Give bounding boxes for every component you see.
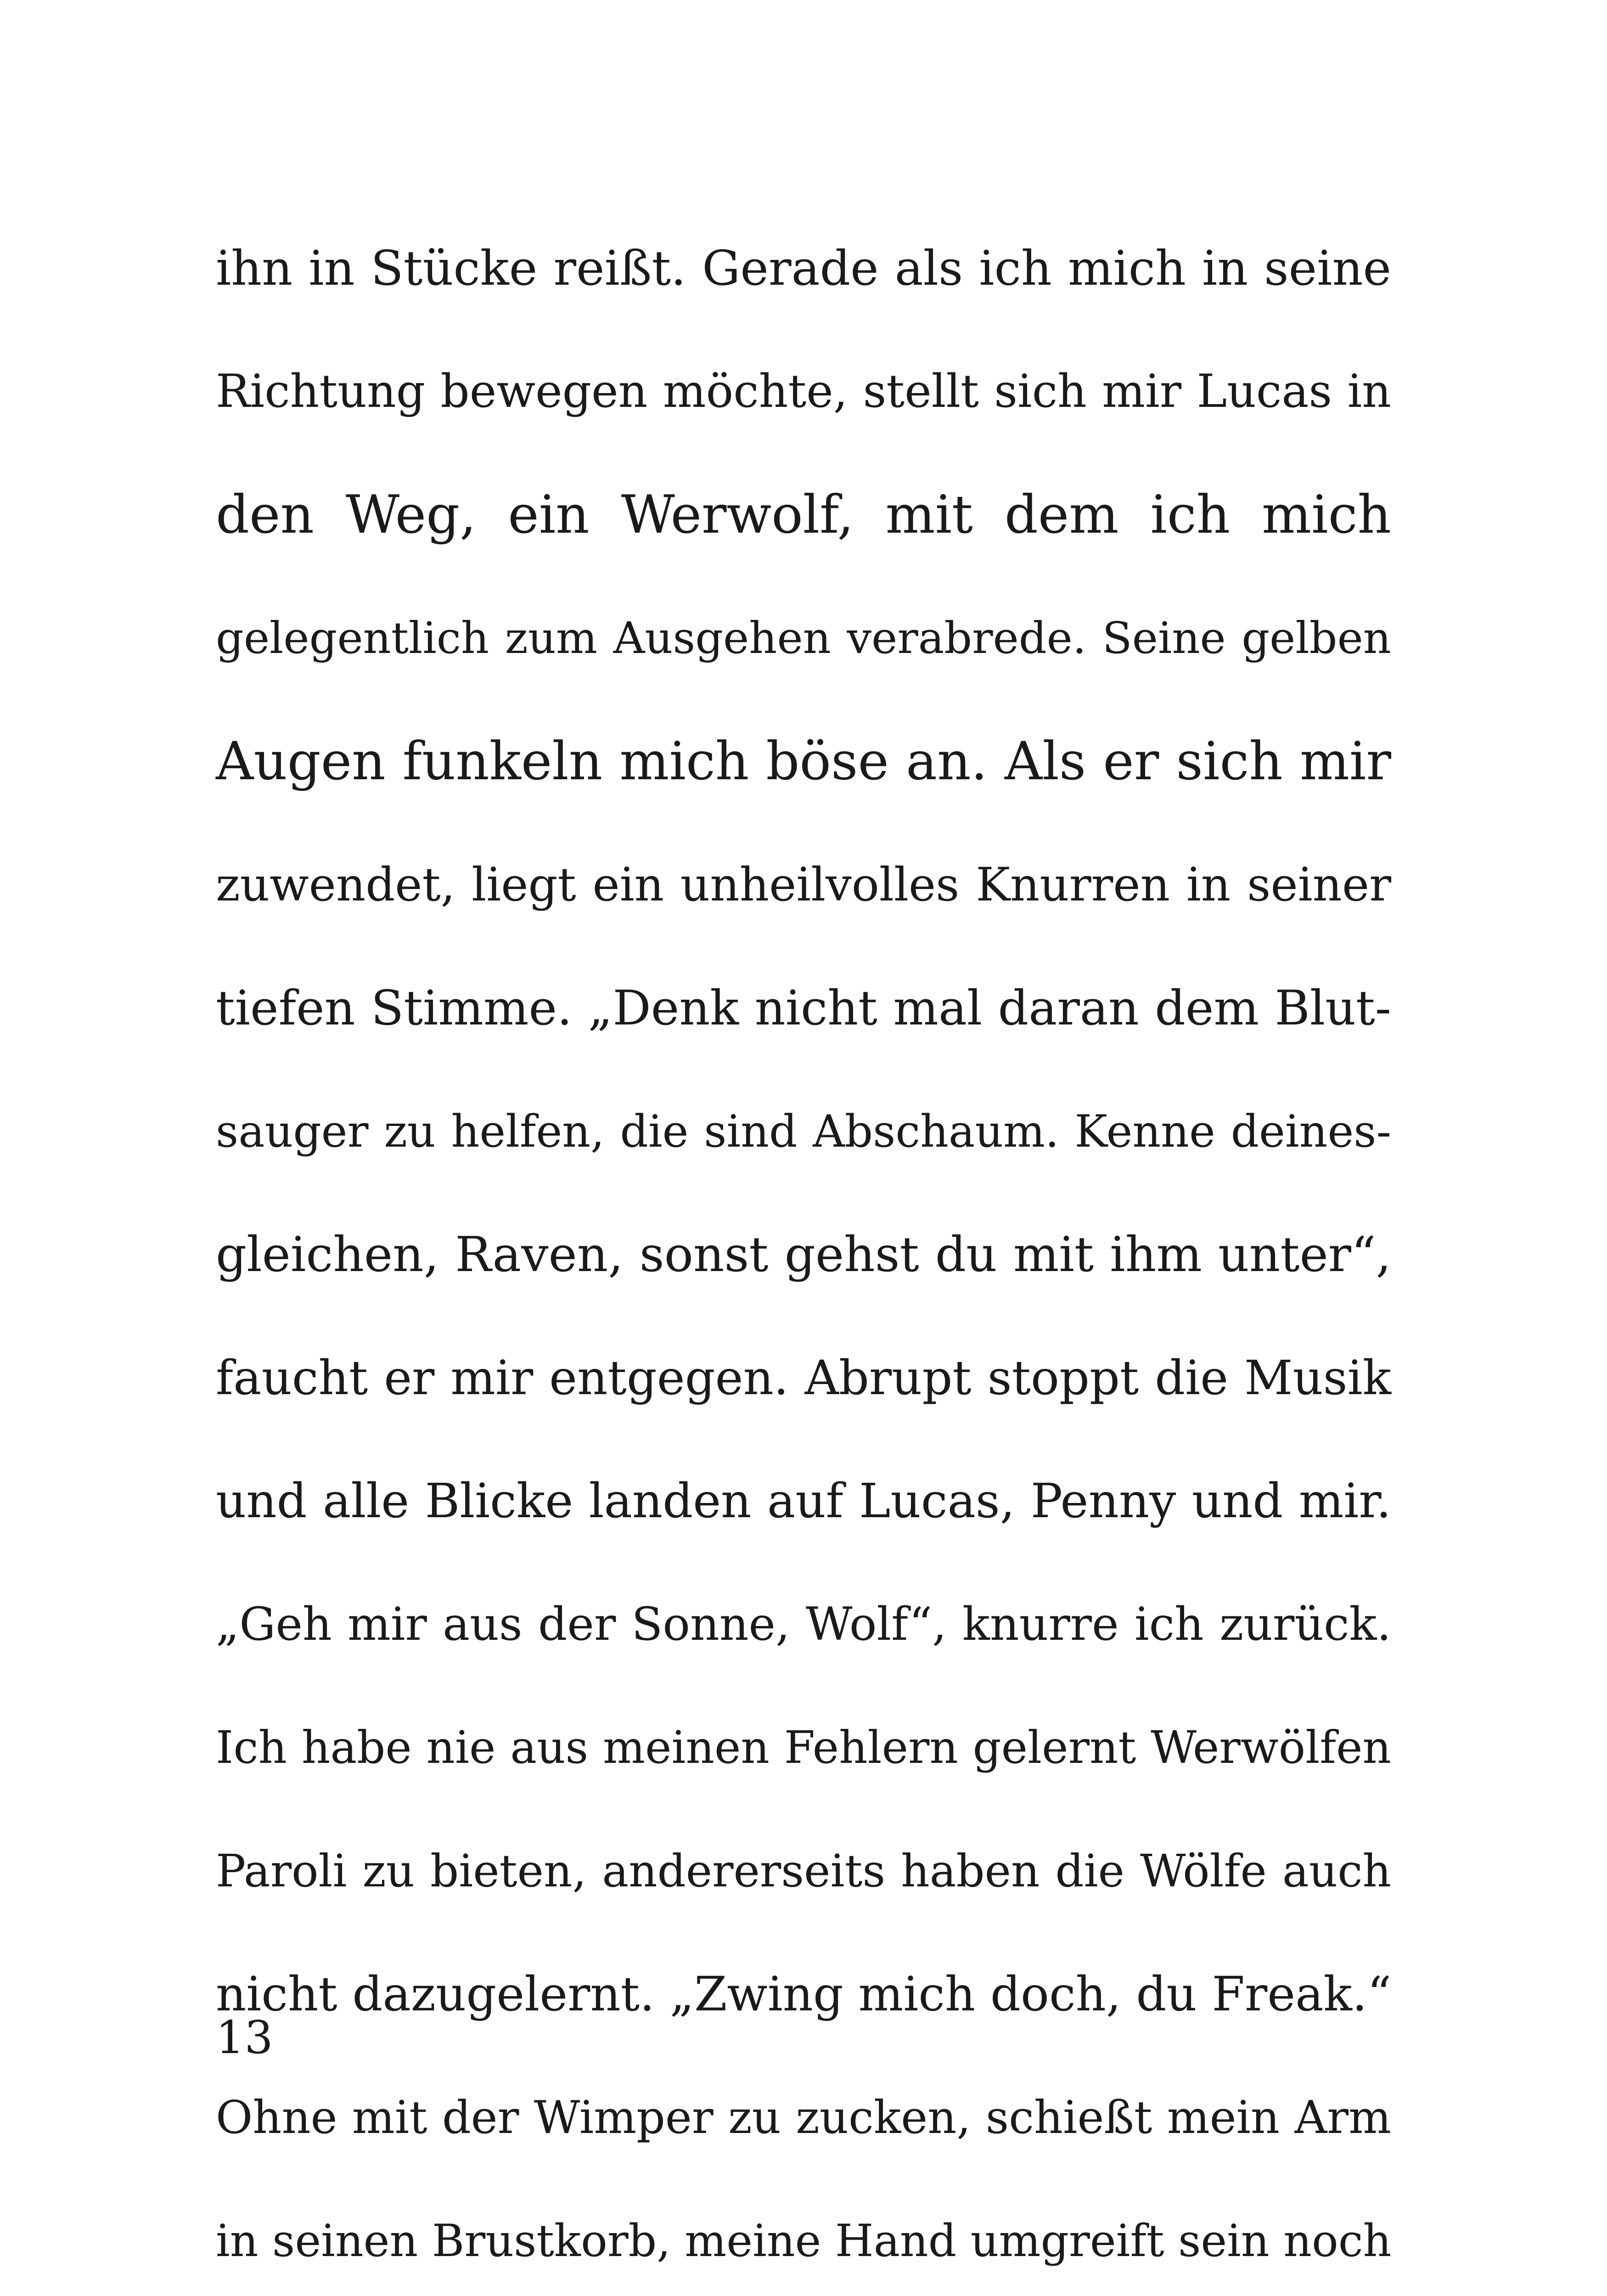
text-line: Ohne mit der Wimper zu zucken, schießt mein Arm — [216, 2091, 1391, 2144]
body-text — [216, 207, 1391, 2296]
text-line: faucht er mir entgegen. Abrupt stoppt die Musik — [216, 1350, 1391, 1406]
text-line: sauger zu helfen, die sind Abschaum. Kenne deines- — [216, 1105, 1391, 1157]
text-line: Ich habe nie aus meinen Fehlern gelernt Werwölfen — [216, 1722, 1391, 1773]
text-line: „Geh mir aus der Sonne, Wolf“, knurre ich zurück. — [216, 1598, 1391, 1651]
text-line: Paroli zu bieten, andererseits haben die Wölfe auch — [216, 1845, 1391, 1897]
text-line: nicht dazugelernt. „Zwing mich doch, du Freak.“ — [216, 1967, 1392, 2022]
text-line: gelegentlich zum Ausgehen verabrede. Seine gelben — [216, 613, 1391, 664]
text-line: gleichen, Raven, sonst gehst du mit ihm unter“, — [216, 1227, 1391, 1283]
text-line: tiefen Stimme. „Denk nicht mal daran dem Blut- — [216, 980, 1391, 1036]
text-line: ihn in Stücke reißt. Gerade als ich mich in seine — [216, 240, 1391, 296]
text-line: und alle Blicke landen auf Lucas, Penny und mir. — [216, 1474, 1391, 1529]
text-line: zuwendet, liegt ein unheilvolles Knurren in seiner — [216, 857, 1391, 912]
text-line: Richtung bewegen möchte, stellt sich mir Lucas in — [216, 365, 1391, 418]
text-line: in seinen Brustkorb, meine Hand umgreift sein noch — [216, 2215, 1392, 2267]
text-line: den Weg, ein Werwolf, mit dem ich mich — [216, 484, 1391, 545]
page-number: 13 — [216, 2012, 273, 2064]
text-line: Augen funkeln mich böse an. Als er sich mir — [216, 731, 1391, 792]
